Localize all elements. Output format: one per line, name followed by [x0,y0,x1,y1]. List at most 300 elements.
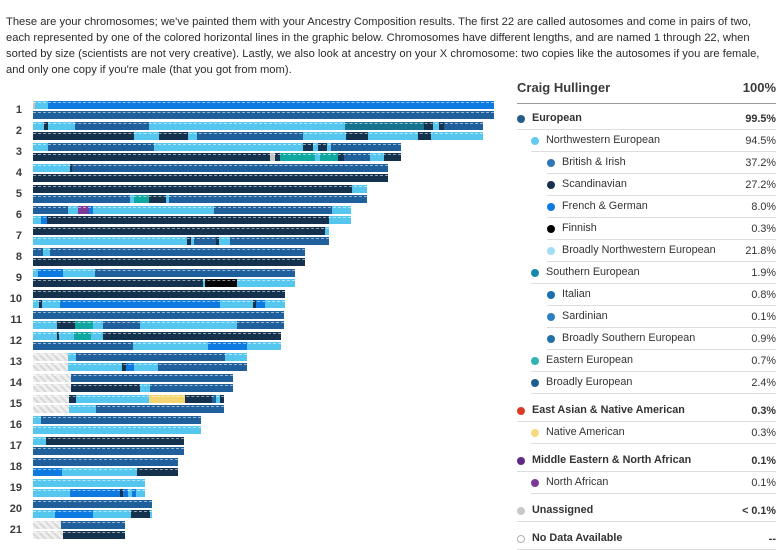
ancestry-segment-ND [33,521,61,529]
chromosome-label: 6 [15,209,22,221]
ancestry-segment-BI [61,521,125,529]
ancestry-segment-BNW [149,122,345,130]
chromosome-5-copy-1 [33,185,367,193]
ancestry-legend [517,108,776,550]
ancestry-segment-BI [75,122,149,130]
population-label: No Data Available [532,531,623,544]
ancestry-segment-SC [149,195,166,203]
chromosome-label: 14 [9,377,22,389]
ancestry-panel [517,80,776,550]
ancestry-segment-FG [70,489,120,497]
chromosome-row-20 [0,500,494,518]
ancestry-segment-BNW [68,353,76,361]
ancestry-segment-BNW [91,332,103,340]
population-color-dot [547,181,555,189]
ancestry-segment-BNW [33,489,70,497]
ancestry-segment-SC [33,185,352,193]
chromosome-row-9 [0,269,494,287]
chromosome-row-2 [0,122,494,140]
ancestry-segment-BNW [63,269,95,277]
chromosome-label: 12 [9,335,22,347]
population-color-dot [531,379,539,387]
population-percentage: 0.9% [751,332,776,345]
ancestry-segment-BI [96,405,224,413]
chromosome-row-1 [0,101,494,119]
ancestry-segment-FG [38,269,63,277]
chromosome-row-11 [0,311,494,329]
chromosome-17-copy-1 [33,437,184,445]
ancestry-segment-BI [230,237,329,245]
population-color-dot [531,269,539,277]
legend-row-italian[interactable] [517,284,776,306]
ancestry-segment-BNW [134,363,158,371]
population-color-dot [517,407,525,415]
ancestry-segment-ND [33,353,68,361]
ancestry-segment-SC [33,258,305,266]
chromosome-9-copy-2 [33,279,295,287]
chromosome-5-copy-2 [33,195,367,203]
chromosome-21-copy-2 [33,531,125,539]
chromosome-20-copy-2 [33,510,152,518]
chromosome-row-18 [0,458,494,476]
ancestry-segment-SC [33,174,388,182]
ancestry-segment-ND [33,384,71,392]
intro-text: These are your chromosomes; we've painted them with your Ancestry Composition results. The first 22 are called autosomes and come in pairs of two, each represented by one of the colored horizontal lines in the graphic below. Chromosomes have different lengths, and are named 1 through 22, when sorted by size (scientists are not very creative). Lastly, we also look at ancestry on your X chromosome: two copies like the autosomes if you are female, and only one copy if you're male (that you got from mom). [6,16,760,76]
ancestry-segment-BNW [33,426,201,434]
chromosome-row-14 [0,374,494,392]
ancestry-segment-FN [205,279,237,287]
ancestry-segment-BNW [33,510,55,518]
ancestry-segment-ND [33,374,71,382]
ancestry-segment-NA [149,395,185,403]
population-color-dot [517,507,525,515]
total-percentage: 100% [742,80,776,95]
chromosome-8-copy-1 [33,248,305,256]
chromosome-label: 10 [9,293,22,305]
ancestry-segment-ND [33,395,69,403]
ancestry-segment-BNW [188,132,197,140]
ancestry-segment-BNW [265,300,285,308]
population-label: Finnish [562,221,597,234]
ancestry-segment-BNW [33,237,187,245]
chromosome-chart [0,101,494,542]
chromosome-15-copy-2 [33,405,224,413]
population-label: Broadly Southern European [562,331,696,344]
ancestry-segment-SC [346,132,369,140]
ancestry-segment-SC [220,395,224,403]
ancestry-segment-BI [48,143,155,151]
chromosome-19-copy-1 [33,479,145,487]
chromosome-label: 13 [9,356,22,368]
population-label: Northwestern European [546,133,661,146]
population-percentage: 1.9% [751,266,776,279]
ancestry-segment-BNW [329,216,351,224]
legend-row-broadly-european[interactable] [517,372,776,394]
population-label: Italian [562,287,591,300]
chromosome-row-15 [0,395,494,413]
chromosome-label: 3 [15,146,22,158]
ancestry-segment-BNW [352,185,367,193]
chromosome-2-copy-2 [33,132,483,140]
ancestry-segment-BNW [150,510,152,518]
chromosome-label: 11 [10,314,22,326]
ancestry-segment-NAF [78,206,89,214]
ancestry-segment-SC [63,531,125,539]
legend-row-northwestern-european[interactable] [517,130,776,152]
population-color-dot [531,479,539,487]
population-label: Unassigned [532,503,594,516]
chromosome-9-copy-1 [33,269,295,277]
ancestry-segment-BNW [368,132,418,140]
chromosome-row-16 [0,416,494,434]
ancestry-segment-FG [256,300,265,308]
ancestry-segment-BNW [33,416,41,424]
chromosome-10-copy-2 [33,300,285,308]
chromosome-11-copy-1 [33,311,284,319]
chromosome-row-7 [0,227,494,245]
chromosome-13-copy-2 [33,363,247,371]
chromosome-row-21 [0,521,494,539]
population-color-dot [547,203,555,211]
chromosome-1-copy-2 [33,111,494,119]
legend-row-middle-eastern-north-african[interactable] [517,450,776,472]
ancestry-segment-SC [384,153,401,161]
population-label: Eastern European [546,353,634,366]
ancestry-segment-SC [33,153,270,161]
chromosome-7-copy-2 [33,237,329,245]
population-label: Sardinian [562,309,608,322]
ancestry-segment-ND [33,405,69,413]
ancestry-segment-BI [33,111,494,119]
legend-row-broadly-southern-european[interactable] [517,328,776,350]
chromosome-label: 1 [15,104,22,116]
population-percentage: 27.2% [745,178,776,191]
ancestry-segment-BNW [220,300,253,308]
ancestry-segment-BNW [154,143,303,151]
ancestry-segment-BI [237,321,284,329]
ancestry-segment-SC [33,279,203,287]
chromosome-row-4 [0,164,494,182]
population-percentage: 0.3% [751,222,776,235]
population-color-dot [547,159,555,167]
ancestry-segment-BNW [35,101,48,109]
ancestry-segment-ND [33,363,68,371]
ancestry-segment-BI [103,321,140,329]
population-color-dot [531,429,539,437]
ancestry-segment-SC [131,510,150,518]
ancestry-segment-BI [71,374,233,382]
legend-row-native-american[interactable] [517,422,776,444]
ancestry-segment-BNW [225,353,247,361]
ancestry-segment-BI [41,416,201,424]
ancestry-segment-BNW [140,321,236,329]
population-label: Middle Eastern & North African [532,453,692,466]
chromosome-label: 15 [9,398,22,410]
chromosome-12-copy-1 [33,332,281,340]
ancestry-segment-SC [33,227,325,235]
chromosome-row-13 [0,353,494,371]
chromosome-17-copy-2 [33,447,184,455]
population-color-dot [547,291,555,299]
ancestry-segment-BSE [345,122,424,130]
population-percentage: 0.1% [751,454,776,467]
ancestry-segment-ND [33,531,63,539]
population-color-dot [547,313,555,321]
chromosome-row-3 [0,143,494,161]
ancestry-segment-BNW [68,206,78,214]
ancestry-segment-SC [303,143,312,151]
population-label: Broadly European [546,375,633,388]
chromosome-row-12 [0,332,494,350]
legend-row-eastern-european[interactable] [517,350,776,372]
ancestry-segment-SC [137,468,178,476]
ancestry-segment-BNW [332,206,351,214]
population-percentage: < 0.1% [742,504,776,517]
chromosome-row-8 [0,248,494,266]
ancestry-segment-BI [95,269,295,277]
legend-row-british-irish[interactable] [517,152,776,174]
legend-row-north-african[interactable] [517,472,776,494]
chromosome-label: 9 [15,272,22,284]
population-percentage: 0.1% [751,476,776,489]
chromosome-label: 17 [9,440,22,452]
chromosome-18-copy-1 [33,458,178,466]
chromosome-12-copy-2 [33,342,281,350]
chromosome-row-10 [0,290,494,308]
chromosome-label: 7 [15,230,22,242]
profile-name: Craig Hullinger [517,80,611,95]
legend-row-unassigned[interactable] [517,500,776,522]
chromosome-2-copy-1 [33,122,483,130]
ancestry-segment-BNW [370,153,385,161]
population-percentage: 0.3% [751,426,776,439]
chromosome-row-6 [0,206,494,224]
ancestry-segment-FG [33,468,62,476]
ancestry-segment-BI [150,384,233,392]
chromosome-6-copy-2 [33,216,351,224]
legend-row-scandinavian[interactable] [517,174,776,196]
ancestry-segment-FG [60,300,220,308]
ancestry-segment-BNW [33,321,57,329]
chromosome-row-5 [0,185,494,203]
legend-row-finnish[interactable] [517,218,776,240]
ancestry-segment-SC [185,395,212,403]
ancestry-segment-SC [33,290,285,298]
population-percentage: 8.0% [751,200,776,213]
ancestry-segment-SC [69,395,76,403]
chromosome-7-copy-1 [33,227,329,235]
ancestry-segment-BNW [219,237,229,245]
chromosome-row-19 [0,479,494,497]
ancestry-segment-BI [331,143,401,151]
ancestry-segment-BI [72,164,388,172]
legend-row-broadly-northwestern-european[interactable] [517,240,776,262]
ancestry-segment-BNW [325,227,329,235]
ancestry-segment-BI [33,500,152,508]
chromosome-16-copy-1 [33,416,201,424]
population-label: European [532,111,582,124]
ancestry-segment-SC [103,332,281,340]
population-percentage: 37.2% [745,156,776,169]
ancestry-segment-SC [33,132,134,140]
ancestry-segment-BI [33,248,43,256]
ancestry-segment-BNW [48,122,75,130]
population-percentage: 99.5% [745,112,776,125]
ancestry-segment-FG [48,101,494,109]
population-color-dot [531,137,539,145]
ancestry-segment-BI [33,206,68,214]
chromosome-label: 4 [15,167,22,179]
ancestry-segment-BNW [431,132,483,140]
population-label: North African [546,475,609,488]
ancestry-segment-FG [208,342,247,350]
ancestry-segment-BNW [134,132,159,140]
legend-row-no-data-available[interactable] [517,528,776,550]
ancestry-segment-BNW [33,164,70,172]
chromosome-label: 16 [9,419,22,431]
chromosome-15-copy-1 [33,395,224,403]
population-label: British & Irish [562,155,626,168]
chromosome-14-copy-2 [33,384,233,392]
legend-row-sardinian[interactable] [517,306,776,328]
population-percentage: 2.4% [751,376,776,389]
population-percentage: 0.8% [751,288,776,301]
ancestry-segment-BNW [140,384,150,392]
ancestry-segment-BI [197,132,303,140]
ancestry-segment-SC [318,143,327,151]
ancestry-segment-BNW [93,206,214,214]
population-color-dot [547,247,555,255]
chromosome-1-copy-1 [33,101,494,109]
chromosome-11-copy-2 [33,321,284,329]
chromosome-13-copy-1 [33,353,247,361]
ancestry-segment-BNW [133,342,208,350]
ancestry-segment-BNW [59,332,74,340]
ancestry-segment-BNW [33,332,57,340]
population-color-dot [517,457,525,465]
ancestry-segment-SC [46,437,184,445]
chromosome-14-copy-1 [33,374,233,382]
population-color-dot [517,115,525,123]
population-percentage: 94.5% [745,134,776,147]
ancestry-segment-EE [74,332,91,340]
population-percentage: 0.3% [751,404,776,417]
ancestry-segment-BNW [33,216,41,224]
chromosome-label: 5 [15,188,22,200]
ancestry-segment-SC [71,384,140,392]
population-color-dot [517,535,525,543]
population-label: Southern European [546,265,640,278]
legend-row-east-asian-native-american[interactable] [517,400,776,422]
legend-row-french-german[interactable] [517,196,776,218]
population-color-dot [547,335,555,343]
ancestry-segment-BNW [42,300,60,308]
chromosome-label: 18 [9,461,22,473]
ancestry-segment-BNW [69,405,96,413]
ancestry-segment-BNW [33,143,48,151]
panel-header [517,80,776,104]
population-label: Broadly Northwestern European [562,243,716,256]
ancestry-segment-BNW [136,489,145,497]
ancestry-segment-BI [33,447,184,455]
ancestry-segment-BI [50,248,305,256]
ancestry-segment-BI [33,458,178,466]
ancestry-segment-BI [169,195,367,203]
ancestry-segment-SC [47,216,329,224]
ancestry-segment-EE [75,321,93,329]
chromosome-21-copy-1 [33,521,125,529]
ancestry-segment-BNW [93,510,131,518]
population-label: Native American [546,425,625,438]
population-percentage: 0.1% [751,310,776,323]
ancestry-segment-BNW [33,479,145,487]
ancestry-segment-EE [280,153,315,161]
ancestry-segment-BI [344,153,370,161]
legend-row-european[interactable] [517,108,776,130]
chromosome-label: 2 [15,125,22,137]
chromosome-8-copy-2 [33,258,305,266]
population-label: Scandinavian [562,177,627,190]
chromosome-10-copy-1 [33,290,285,298]
chromosome-19-copy-2 [33,489,145,497]
chromosome-label: 19 [9,482,22,494]
ancestry-segment-BI [444,122,483,130]
legend-row-southern-european[interactable] [517,262,776,284]
ancestry-segment-EE [134,195,149,203]
chromosome-4-copy-1 [33,164,388,172]
ancestry-segment-BNW [237,279,295,287]
ancestry-segment-SC [159,132,188,140]
chromosome-20-copy-1 [33,500,152,508]
ancestry-segment-BNW [33,122,44,130]
ancestry-segment-BI [76,353,225,361]
ancestry-segment-BNW [303,132,346,140]
population-color-dot [547,225,555,233]
ancestry-segment-BNW [43,248,50,256]
chromosome-3-copy-1 [33,143,401,151]
chromosome-row-17 [0,437,494,455]
population-percentage: 21.8% [745,244,776,257]
population-label: East Asian & Native American [532,403,685,416]
ancestry-segment-EE [320,153,338,161]
ancestry-segment-SC [424,122,434,130]
ancestry-segment-BI [33,342,133,350]
population-label: French & German [562,199,648,212]
chromosome-label: 20 [9,503,22,515]
chromosome-16-copy-2 [33,426,201,434]
ancestry-segment-BI [194,237,216,245]
chromosome-label: 21 [9,524,22,536]
ancestry-segment-BNW [93,321,103,329]
ancestry-segment-SC [57,321,75,329]
chromosome-6-copy-1 [33,206,351,214]
population-percentage: -- [768,532,776,545]
population-percentage: 0.7% [751,354,776,367]
ancestry-segment-BNW [247,342,281,350]
chromosome-3-copy-2 [33,153,401,161]
ancestry-segment-BI [158,363,247,371]
chromosome-18-copy-2 [33,468,178,476]
ancestry-segment-BNW [62,468,137,476]
chromosome-label: 8 [15,251,22,263]
ancestry-segment-BI [33,311,284,319]
ancestry-segment-BNW [33,437,46,445]
population-color-dot [531,357,539,365]
ancestry-segment-BNW [68,363,122,371]
ancestry-segment-BNW [76,395,149,403]
ancestry-segment-BI [214,206,332,214]
ancestry-segment-BI [33,195,130,203]
